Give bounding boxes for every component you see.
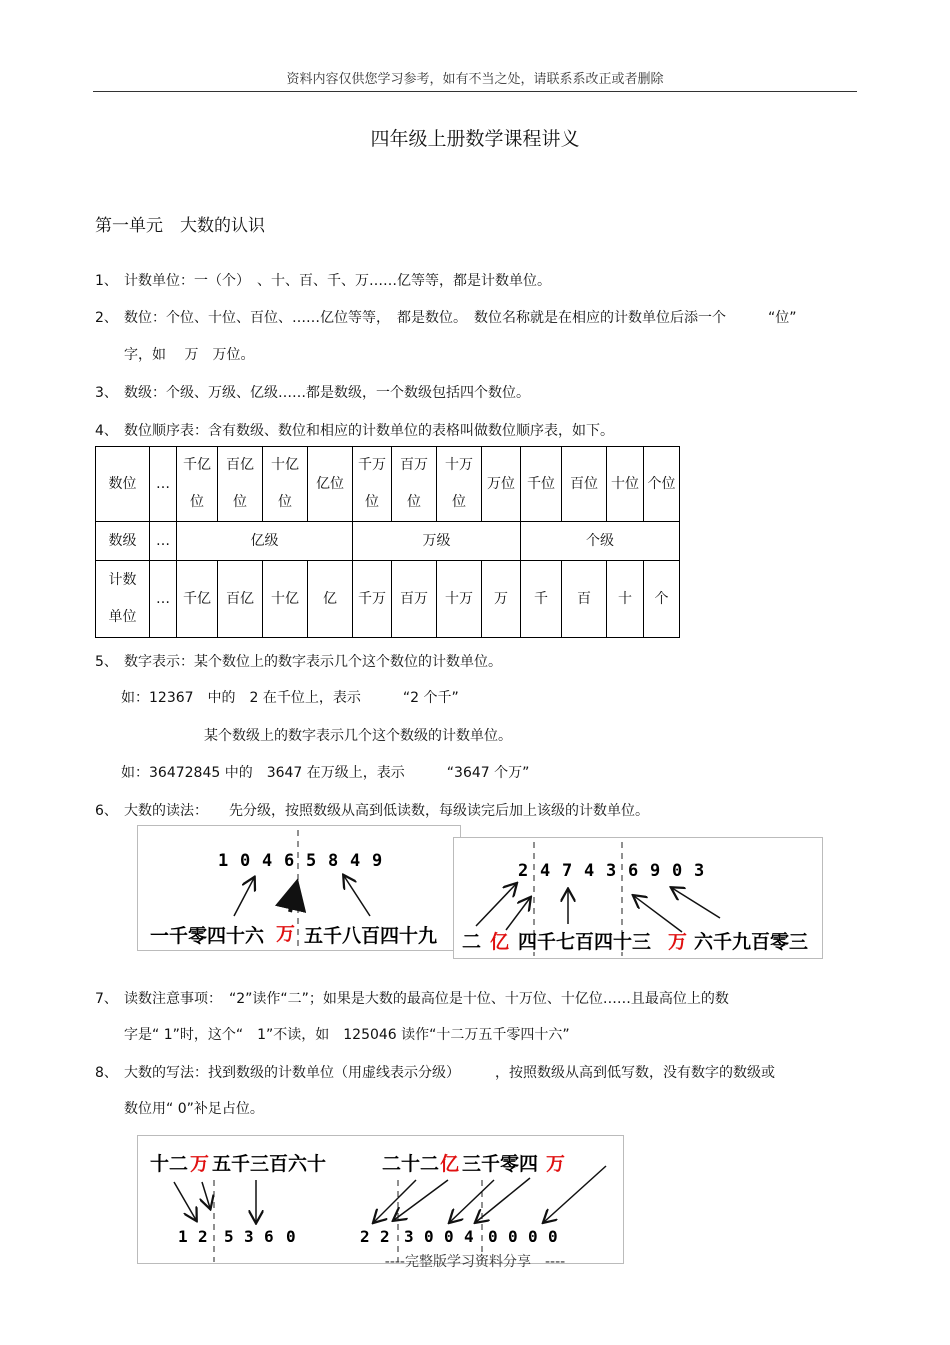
arrow [234, 878, 254, 916]
table-row-units [96, 561, 680, 638]
unit-cell: 十万 [437, 561, 482, 638]
arrow [506, 898, 530, 930]
digit: 0 [548, 1227, 558, 1246]
digit: 2 [380, 1227, 390, 1246]
item-text: 读数注意事项： “2”读作“二”；如果是大数的最高位是十位、十万位、十亿位……且最高位上的数 [124, 991, 729, 1007]
item-6 [95, 800, 649, 820]
reading-text: 十二 [150, 1153, 189, 1175]
digit: 2 [360, 1227, 370, 1246]
item-number: 1、 [95, 273, 118, 289]
reading-text: 二 [462, 931, 482, 953]
arrow [374, 1180, 416, 1222]
item-number: 5、 [95, 654, 118, 670]
example-5c: 如：36472845 中的 3647 在万级上，表示 “3647 个万” [121, 765, 530, 781]
unit-cell: 百万 [392, 561, 437, 638]
level-cell: 亿级 [177, 522, 353, 561]
item-3 [95, 382, 530, 402]
row-label: 数级 [96, 522, 150, 561]
unit-cell: 亿 [308, 561, 353, 638]
item-8-continuation: 数位用“ 0”补足占位。 [124, 1101, 264, 1117]
row-label: 计数 单位 [96, 561, 150, 638]
item-number: 2、 [95, 310, 118, 326]
arrow [344, 876, 370, 916]
unit-cell: 十 [607, 561, 644, 638]
level-cell: 万级 [353, 522, 521, 561]
digit: 2 [198, 1227, 208, 1246]
item-5 [95, 651, 502, 671]
footer-note: ----完整版学习资料分享 ---- [384, 1254, 566, 1270]
reading-figure-right [453, 837, 823, 959]
item-1 [95, 270, 551, 290]
digit-cell: 千亿 位 [177, 447, 218, 522]
digit: 0 [444, 1227, 454, 1246]
item-number: 6、 [95, 803, 118, 819]
digit: 4 [350, 851, 361, 871]
arrow [634, 896, 682, 932]
arrow [476, 1178, 530, 1222]
digit: 0 [528, 1227, 538, 1246]
unit-cell: 千亿 [177, 561, 218, 638]
writing-figure [137, 1135, 624, 1264]
digit: 4 [464, 1227, 474, 1246]
digit-cell: 十位 [607, 447, 644, 522]
item-7-continuation: 字是“ 1”时，这个“ 1”不读，如 125046 读作“十二万五千零四十六” [124, 1027, 570, 1043]
digit-cell: 个位 [644, 447, 680, 522]
digit-cell: 百亿 位 [218, 447, 263, 522]
arrow [202, 1182, 210, 1208]
digit: 1 [178, 1227, 188, 1246]
reading-text: 二十二 [382, 1153, 440, 1175]
example-5a: 如：12367 中的 2 在千位上，表示 “2 个千” [121, 690, 459, 706]
item-text: 计数单位：一（个） 、十、百、千、万……亿等等，都是计数单位。 [124, 273, 551, 289]
digit-cell: 百万 位 [392, 447, 437, 522]
digit: 0 [488, 1227, 498, 1246]
unit-cell: 个 [644, 561, 680, 638]
unit-heading: 第一单元 大数的认识 [95, 216, 265, 236]
digit: 6 [284, 851, 295, 871]
header-note: 资料内容仅供您学习参考，如有不当之处，请联系系改正或者删除 [286, 72, 664, 87]
digit: 0 [286, 1227, 296, 1246]
item-text: 数字表示：某个数位上的数字表示几个这个数位的计数单位。 [124, 654, 502, 670]
item-text: 数位：个位、十位、百位、……亿位等等， 都是数位。 数位名称就是在相应的计数单位后添一个 “位” [124, 310, 797, 326]
arrow [476, 884, 516, 926]
item-text: 数位顺序表：含有数级、数位和相应的计数单位的表格叫做数位顺序表，如下。 [124, 423, 614, 439]
ellipsis-cell: … [150, 561, 177, 638]
row-label: 数位 [96, 447, 150, 522]
level-cell: 个级 [521, 522, 680, 561]
item-number: 4、 [95, 423, 118, 439]
digit: 4 [584, 861, 595, 881]
digit: 9 [372, 851, 383, 871]
digit-cell: 十万 位 [437, 447, 482, 522]
digit: 3 [606, 861, 617, 881]
digit: 5 [224, 1227, 234, 1246]
item-text: 大数的读法： 先分级，按照数级从高到低读数，每级读完后加上该级的计数单位。 [124, 803, 649, 819]
digit-cell: 千万 位 [353, 447, 392, 522]
place-value-table [95, 446, 680, 638]
item-8 [95, 1062, 775, 1082]
item-2-continuation: 字，如 万 万位。 [124, 347, 255, 363]
reading-text: 六千九百零三 [694, 931, 809, 953]
reading-unit: 万 [668, 931, 688, 953]
digit-cell: 万位 [482, 447, 521, 522]
unit-cell: 千万 [353, 561, 392, 638]
reading-unit: 万 [276, 923, 296, 945]
reading-text: 四千七百四十三 [518, 931, 652, 953]
reading-text: 三千零四 [462, 1153, 539, 1175]
digit: 3 [404, 1227, 414, 1246]
digit: 8 [328, 851, 339, 871]
unit-cell: 万 [482, 561, 521, 638]
digit-cell: 亿位 [308, 447, 353, 522]
digit: 5 [306, 851, 317, 871]
reading-figure-left [137, 825, 461, 951]
arrow [450, 1180, 494, 1222]
item-number: 7、 [95, 991, 118, 1007]
reading-unit: 亿 [490, 931, 510, 953]
digit: 7 [562, 861, 573, 881]
ellipsis-cell: … [150, 522, 177, 561]
digit: 9 [650, 861, 661, 881]
unit-cell: 百 [562, 561, 607, 638]
table-row-levels [96, 522, 680, 561]
item-text: 大数的写法：找到数级的计数单位（用虚线表示分级） ，按照数级从高到低写数，没有数字的数级或 [124, 1065, 775, 1081]
unit-cell: 百亿 [218, 561, 263, 638]
digit: 3 [694, 861, 705, 881]
digit: 6 [628, 861, 639, 881]
item-2 [95, 307, 797, 327]
unit-cell: 千 [521, 561, 562, 638]
digit: 0 [508, 1227, 518, 1246]
reading-text: 一千零四十六 [150, 925, 265, 947]
arrow [394, 1180, 448, 1220]
digit-cell: 千位 [521, 447, 562, 522]
digit: 1 [218, 851, 229, 871]
page-title: 四年级上册数学课程讲义 [370, 128, 580, 150]
arrow [290, 886, 296, 912]
item-text: 数级：个级、万级、亿级……都是数级，一个数级包括四个数位。 [124, 385, 530, 401]
item-number: 8、 [95, 1065, 118, 1081]
item-4 [95, 420, 614, 440]
digit: 2 [518, 861, 529, 881]
digit-cell: 十亿 位 [263, 447, 308, 522]
reading-text: 五千三百六十 [212, 1153, 327, 1175]
table-row-digits [96, 447, 680, 522]
digit-cell: 百位 [562, 447, 607, 522]
item-7 [95, 988, 729, 1008]
digit: 0 [672, 861, 683, 881]
number-digits [218, 851, 382, 871]
digit: 0 [240, 851, 251, 871]
digit: 4 [540, 861, 551, 881]
reading-unit: 亿 [440, 1153, 460, 1175]
digit: 3 [244, 1227, 254, 1246]
digit: 4 [262, 851, 273, 871]
digit: 6 [264, 1227, 274, 1246]
unit-cell: 十亿 [263, 561, 308, 638]
header-divider [93, 91, 857, 92]
arrow [672, 888, 720, 918]
item-number: 3、 [95, 385, 118, 401]
reading-unit: 万 [546, 1153, 566, 1175]
reading-text: 五千八百四十九 [304, 925, 438, 947]
digit: 0 [424, 1227, 434, 1246]
reading-unit: 万 [190, 1153, 210, 1175]
ellipsis-cell: … [150, 447, 177, 522]
example-5b: 某个数级上的数字表示几个这个数级的计数单位。 [204, 728, 512, 744]
arrow [174, 1182, 196, 1220]
